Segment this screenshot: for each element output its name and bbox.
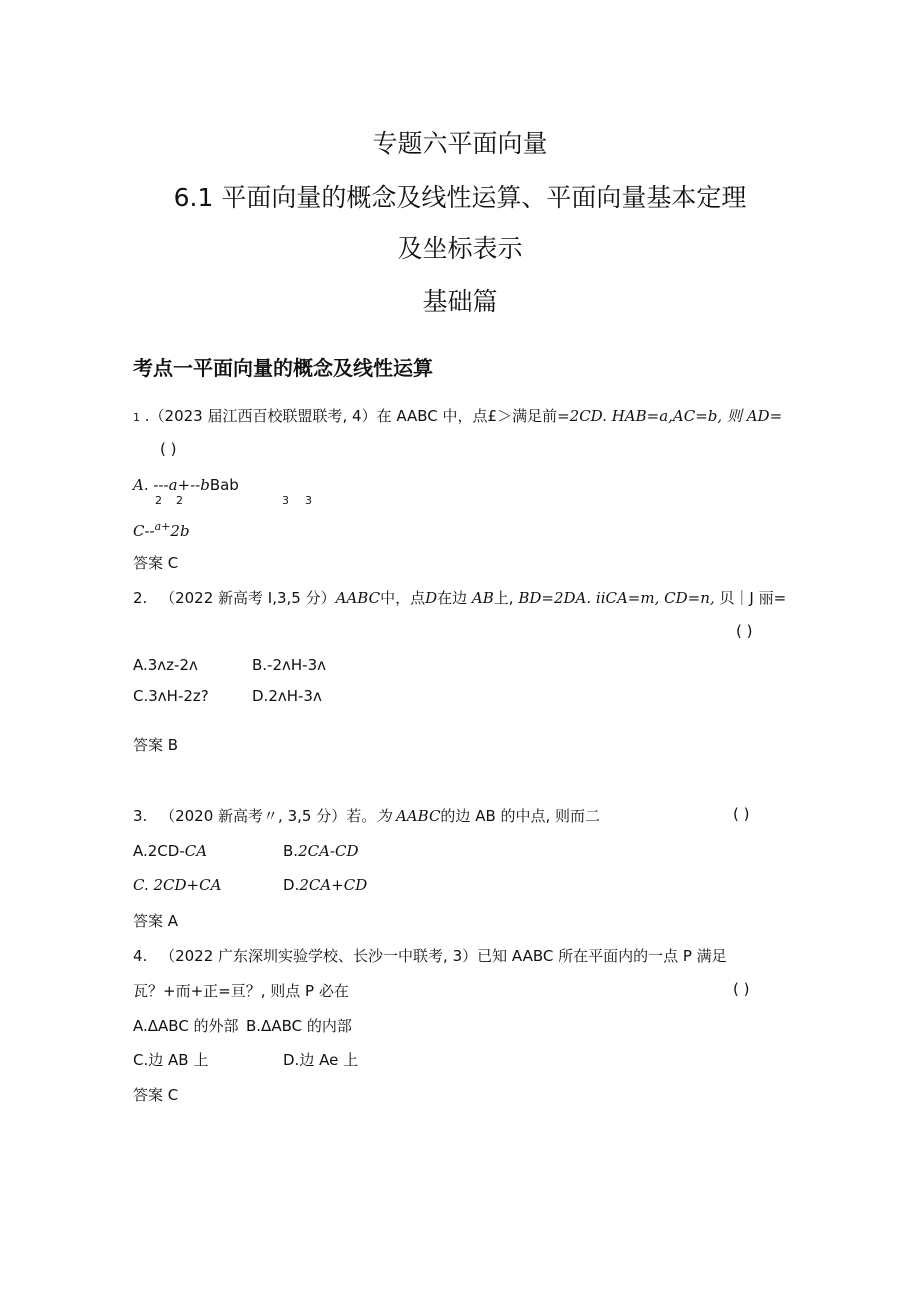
- q3-text-c: 的边 AB 的中点, 则而二: [440, 807, 601, 825]
- q1-number: 1: [133, 411, 140, 424]
- q1-answer: 答案 C: [133, 554, 179, 572]
- q1-option-b-denominator: 3: [282, 494, 289, 507]
- q2-text-b: AABC: [335, 589, 381, 607]
- q3-paren: ( ): [733, 805, 750, 823]
- q1-paren: ( ): [160, 440, 177, 458]
- q3-option-a-plain: A.2CD-: [133, 842, 185, 860]
- q2-line1: [133, 587, 786, 608]
- q2-option-c: C.3ʌH-2z?: [133, 687, 209, 705]
- q1-option-c: [133, 520, 190, 540]
- q2-text-c: 中，点: [380, 589, 426, 607]
- q3-answer: 答案 A: [133, 912, 179, 930]
- q4-line1: [133, 945, 727, 966]
- q1-text-a: .（2023 届江西百校联盟联考, 4）在 AABC 中，点£＞满足前: [144, 407, 558, 425]
- q1-option-b-denominator: 3: [305, 494, 312, 507]
- q3-option-d: [283, 876, 367, 894]
- q3-option-c-math: C. 2CD+CA: [133, 876, 222, 894]
- q4-number: 4.: [133, 947, 148, 965]
- q1-line1: [133, 405, 782, 426]
- q4-text-line1: （2022 广东深圳实验学校、长沙一中联考, 3）已知 AABC 所在平面内的一点 P 满足: [160, 947, 727, 965]
- q2-text-a: （2022 新高考 I,3,5 分）: [160, 589, 336, 607]
- q2-text-f: AB: [471, 589, 494, 607]
- q4-text-line2: 瓦？+而+正=亘？, 则点 P 必在: [133, 982, 349, 1000]
- q2-option-b: B.-2ʌH-3ʌ: [252, 656, 327, 674]
- q3-option-a: [133, 842, 207, 860]
- q1-option-a-denominator: 2: [176, 494, 183, 507]
- q3-option-a-math: CA: [184, 842, 208, 860]
- kaodian-heading: 考点一平面向量的概念及线性运算: [133, 356, 433, 380]
- q2-text-e: 在边: [437, 589, 468, 607]
- q1-option-c-sup: a+: [154, 520, 171, 533]
- q2-text-g: 上,: [493, 589, 514, 607]
- q3-option-d-plain: D.: [283, 876, 300, 894]
- q3-number: 3.: [133, 807, 148, 825]
- q4-paren: ( ): [733, 980, 750, 998]
- q3-text-b: 为 AABC: [376, 807, 441, 825]
- q3-option-c: [133, 876, 221, 894]
- q4-answer: 答案 C: [133, 1086, 179, 1104]
- q1-option-a-math: A. ---a+--b: [133, 476, 210, 494]
- q2-text-d: D: [425, 589, 438, 607]
- section-title-line2: 及坐标表示: [397, 234, 523, 263]
- q2-text-i: 贝｜J 丽=: [719, 589, 787, 607]
- q3-text-a: （2020 新高考〃, 3,5 分）若。: [160, 807, 377, 825]
- q1-text-b: =2CD. HAB=a,AC=b, 则 AD=: [557, 407, 783, 425]
- q4-option-c: C.边 AB 上: [133, 1051, 209, 1069]
- topic-title: 专题六平面向量: [372, 129, 548, 158]
- q1-option-a-rest: Bab: [209, 476, 239, 494]
- q4-option-b: B.ΔABC 的内部: [246, 1017, 352, 1035]
- q2-option-a: A.3ʌz-2ʌ: [133, 656, 198, 674]
- q3-line1: [133, 805, 600, 826]
- section-title-line1: 6.1 平面向量的概念及线性运算、平面向量基本定理: [173, 183, 747, 212]
- q2-number: 2.: [133, 589, 148, 607]
- q2-paren: ( ): [736, 622, 753, 640]
- q1-option-c-math: C--: [133, 522, 155, 540]
- q3-option-b: [283, 842, 359, 860]
- q1-option-a: [133, 476, 239, 494]
- q3-option-b-math: 2CA-CD: [298, 842, 359, 860]
- q3-option-d-math: 2CA+CD: [299, 876, 368, 894]
- q2-answer: 答案 B: [133, 736, 179, 754]
- q1-option-a-denominator: 2: [155, 494, 162, 507]
- q4-option-d: D.边 Ae 上: [283, 1051, 359, 1069]
- q4-option-a: A.ΔABC 的外部: [133, 1017, 239, 1035]
- q3-option-b-plain: B.: [283, 842, 299, 860]
- q1-option-c-rest: 2b: [170, 522, 190, 540]
- q2-option-d: D.2ʌH-3ʌ: [252, 687, 322, 705]
- level-title: 基础篇: [422, 287, 498, 316]
- q2-text-h: BD=2DA. iiCA=m, CD=n,: [518, 589, 715, 607]
